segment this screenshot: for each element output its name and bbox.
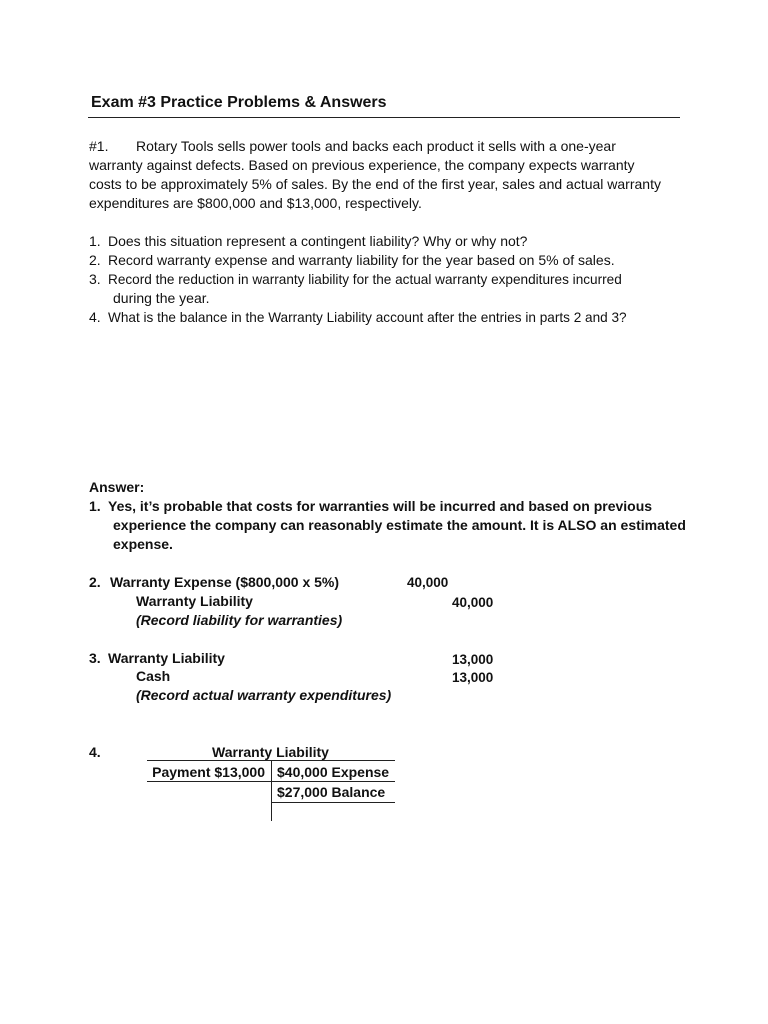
question-3-number: 3. <box>89 271 101 287</box>
answer-3-credit-amount: 13,000 <box>452 670 494 685</box>
question-3-continuation: during the year. <box>113 290 210 306</box>
t-account-sum-rule <box>147 781 395 782</box>
problem-number: #1. <box>89 138 109 154</box>
answer-3-number: 3. <box>89 650 101 666</box>
t-account-title: Warranty Liability <box>212 744 329 760</box>
problem-line-2: warranty against defects. Based on previous experience, the company expects warranty <box>89 157 635 173</box>
answer-2-debit-amount: 40,000 <box>407 575 449 590</box>
question-4-number: 4. <box>89 309 101 325</box>
answer-1-line-1: Yes, it’s probable that costs for warranties will be incurred and based on previous <box>108 498 653 514</box>
problem-line-3: costs to be approximately 5% of sales. By the end of the first year, sales and actual warranty <box>89 176 661 192</box>
t-account-divider <box>271 760 272 821</box>
question-2-text: Record warranty expense and warranty liability for the year based on 5% of sales. <box>108 252 615 268</box>
answer-3-memo: (Record actual warranty expenditures) <box>136 687 392 703</box>
t-account-debit-entry: Payment $13,000 <box>152 764 265 780</box>
answer-3-credit-account: Cash <box>136 668 171 684</box>
t-account-balance: $27,000 Balance <box>277 784 386 800</box>
answer-2-debit-account: Warranty Expense ($800,000 x 5%) <box>110 574 340 590</box>
answer-1-number: 1. <box>89 498 101 514</box>
answer-3-debit-amount: 13,000 <box>452 652 494 667</box>
answer-2-credit-amount: 40,000 <box>452 595 494 610</box>
question-3-text: Record the reduction in warranty liability for the actual warranty expenditures incurred <box>108 272 622 287</box>
title-divider <box>88 117 680 118</box>
answer-2-memo: (Record liability for warranties) <box>136 612 343 628</box>
problem-line-1: Rotary Tools sells power tools and backs each product it sells with a one-year <box>136 138 616 154</box>
question-1-number: 1. <box>89 233 101 249</box>
question-1-text: Does this situation represent a contingent liability? Why or why not? <box>108 233 528 249</box>
t-account-balance-rule <box>271 802 395 803</box>
answer-2-number: 2. <box>89 574 101 590</box>
question-2-number: 2. <box>89 252 101 268</box>
answer-heading: Answer: <box>89 479 145 495</box>
answer-3-debit-account: Warranty Liability <box>108 650 225 666</box>
question-4-text: What is the balance in the Warranty Liability account after the entries in parts 2 and 3? <box>108 310 627 325</box>
page-title: Exam #3 Practice Problems & Answers <box>91 94 387 111</box>
answer-1-line-2: experience the company can reasonably estimate the amount. It is ALSO an estimated <box>113 517 686 533</box>
answer-4-number: 4. <box>89 744 101 760</box>
answer-2-credit-account: Warranty Liability <box>136 593 253 609</box>
answer-1-line-3: expense. <box>113 536 173 552</box>
t-account-credit-entry: $40,000 Expense <box>277 764 390 780</box>
problem-line-4: expenditures are $800,000 and $13,000, respectively. <box>89 195 422 211</box>
